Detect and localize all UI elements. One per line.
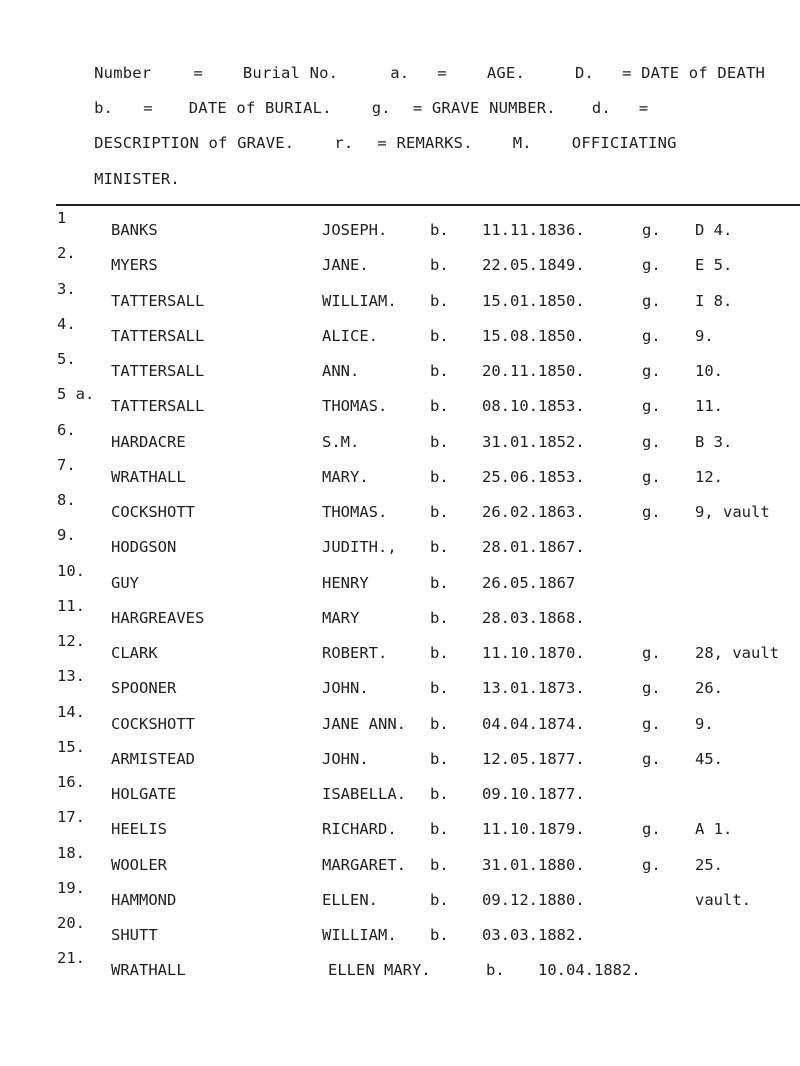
legend-term: M.: [512, 134, 532, 152]
legend-def: = GRAVE NUMBER.: [412, 99, 556, 117]
surname: HAMMOND: [111, 890, 177, 909]
grave-marker: g.: [642, 432, 661, 451]
burial-number: 16.: [57, 773, 85, 791]
burial-marker: b.: [430, 573, 449, 592]
forename: THOMAS.: [322, 503, 388, 521]
burial-date: 11.10.1879.: [482, 820, 585, 839]
burial-number: 11.: [57, 596, 85, 615]
burial-number: 4.: [57, 314, 76, 333]
grave-number: 45.: [695, 749, 723, 768]
grave-marker: g.: [642, 362, 661, 380]
surname: MYERS: [111, 256, 158, 275]
burial-marker: b.: [430, 855, 449, 874]
surname: CLARK: [111, 644, 158, 662]
forename: ISABELLA.: [322, 785, 406, 803]
burial-date: 22.05.1849.: [482, 256, 585, 275]
grave-number: A 1.: [695, 820, 733, 839]
grave-marker: g.: [642, 644, 661, 662]
surname: ARMISTEAD: [111, 749, 195, 768]
forename: JOHN.: [322, 679, 369, 698]
burial-marker: b.: [430, 503, 449, 521]
legend-line-4: [56, 152, 180, 206]
surname: HODGSON: [111, 538, 177, 557]
burial-date: 08.10.1853.: [482, 397, 585, 416]
burial-date: 03.03.1882.: [482, 926, 585, 944]
surname: HOLGATE: [111, 785, 177, 803]
grave-number: E 5.: [695, 256, 733, 275]
surname: TATTERSALL: [111, 291, 205, 310]
grave-marker: g.: [642, 503, 661, 521]
burial-marker: b.: [430, 256, 449, 275]
legend-def: AGE.: [486, 64, 525, 82]
surname: HARGREAVES: [111, 608, 205, 627]
burial-number: 20.: [57, 914, 85, 932]
burial-date: 15.01.1850.: [482, 291, 585, 310]
burial-date: 10.04.1882.: [538, 961, 641, 980]
burial-marker: b.: [430, 644, 449, 662]
grave-number: 9.: [695, 326, 714, 345]
legend-term: r.: [334, 134, 354, 152]
burial-date: 13.01.1873.: [482, 679, 585, 698]
legend-eq: =: [437, 64, 447, 82]
burial-marker: b.: [486, 961, 505, 980]
grave-number: 11.: [695, 397, 723, 416]
burial-number: 9.: [57, 526, 76, 545]
surname: TATTERSALL: [111, 397, 205, 416]
burial-number: 18.: [57, 843, 85, 862]
legend-term: b.: [94, 99, 114, 117]
grave-marker: g.: [642, 679, 661, 698]
burial-marker: b.: [430, 820, 449, 839]
burial-date: 26.02.1863.: [482, 503, 585, 521]
burial-marker: b.: [430, 397, 449, 416]
burial-marker: b.: [430, 679, 449, 698]
burial-date: 28.03.1868.: [482, 608, 585, 627]
grave-marker: g.: [642, 714, 661, 733]
grave-number: D 4.: [695, 221, 733, 239]
burial-marker: b.: [430, 291, 449, 310]
surname: SHUTT: [111, 926, 158, 944]
forename: ELLEN.: [322, 890, 378, 909]
grave-marker: g.: [642, 256, 661, 275]
forename: ROBERT.: [322, 644, 388, 662]
burial-number: 21.: [57, 949, 85, 968]
forename: MARY: [322, 608, 360, 627]
forename: HENRY: [322, 573, 369, 592]
burial-marker: b.: [430, 538, 449, 557]
forename: WILLIAM.: [322, 926, 397, 944]
surname: HARDACRE: [111, 432, 186, 451]
burial-number: 5.: [57, 350, 76, 368]
legend-def: OFFICIATING: [571, 134, 677, 152]
forename: S.M.: [322, 432, 360, 451]
forename: MARY.: [322, 467, 369, 486]
burial-number: 2.: [57, 244, 76, 263]
forename: MARGARET.: [322, 855, 406, 874]
burial-number: 3.: [57, 279, 76, 298]
grave-marker: g.: [642, 326, 661, 345]
grave-number: 12.: [695, 467, 723, 486]
burial-date: 12.05.1877.: [482, 749, 585, 768]
burial-marker: b.: [430, 432, 449, 451]
legend-def: = DATE of DEATH: [622, 64, 766, 82]
forename: JANE ANN.: [322, 714, 406, 733]
legend-term: Number: [94, 64, 152, 82]
grave-marker: g.: [642, 855, 661, 874]
legend-def: Burial No.: [242, 64, 339, 82]
forename: JOHN.: [322, 749, 369, 768]
burial-marker: b.: [430, 221, 449, 239]
burial-marker: b.: [430, 714, 449, 733]
legend-term: d.: [591, 99, 611, 117]
forename: JUDITH.,: [322, 538, 397, 557]
grave-number: 9.: [695, 714, 714, 733]
burial-date: 15.08.1850.: [482, 326, 585, 345]
burial-number: 14.: [57, 702, 85, 721]
legend-term: a.: [390, 64, 410, 82]
burial-date: 11.11.1836.: [482, 221, 585, 239]
legend-def: = REMARKS.: [377, 134, 473, 152]
burial-date: 11.10.1870.: [482, 644, 585, 662]
grave-marker: g.: [642, 221, 661, 239]
table-rule: [56, 204, 800, 206]
grave-number: 10.: [695, 362, 723, 380]
burial-date: 09.12.1880.: [482, 890, 585, 909]
forename: JOSEPH.: [322, 221, 388, 239]
burial-date: 31.01.1880.: [482, 855, 585, 874]
grave-marker: g.: [642, 397, 661, 416]
forename: ALICE.: [322, 326, 378, 345]
surname: COCKSHOTT: [111, 714, 195, 733]
surname: BANKS: [111, 221, 158, 239]
legend-def: MINISTER.: [94, 170, 180, 188]
burial-marker: b.: [430, 608, 449, 627]
grave-number: 25.: [695, 855, 723, 874]
burial-marker: b.: [430, 926, 449, 944]
grave-number: 9, vault: [695, 503, 770, 521]
legend-eq: =: [638, 99, 649, 117]
burial-number: 12.: [57, 632, 85, 650]
burial-marker: b.: [430, 326, 449, 345]
legend-eq: =: [143, 99, 153, 117]
surname: COCKSHOTT: [111, 503, 195, 521]
surname: TATTERSALL: [111, 326, 205, 345]
surname: WOOLER: [111, 855, 167, 874]
forename: JANE.: [322, 256, 369, 275]
burial-number: 17.: [57, 808, 85, 827]
burial-marker: b.: [430, 785, 449, 803]
burial-number: 6.: [57, 420, 76, 439]
grave-marker: g.: [642, 291, 661, 310]
legend-term: D.: [574, 64, 595, 82]
burial-marker: b.: [430, 362, 449, 380]
legend-def: DESCRIPTION of GRAVE.: [94, 134, 295, 152]
burial-date: 26.05.1867: [482, 573, 576, 592]
forename: RICHARD.: [322, 820, 397, 839]
burial-date: 31.01.1852.: [482, 432, 585, 451]
burial-date: 09.10.1877.: [482, 785, 585, 803]
burial-number: 5 a.: [57, 385, 95, 404]
burial-marker: b.: [430, 749, 449, 768]
surname: GUY: [111, 573, 139, 592]
forename: WILLIAM.: [322, 291, 397, 310]
burial-number: 10.: [57, 561, 85, 580]
grave-number: B 3.: [695, 432, 733, 451]
legend-eq: =: [193, 64, 203, 82]
legend-def: DATE of BURIAL.: [188, 99, 332, 117]
burial-number: 7.: [57, 455, 76, 474]
burial-marker: b.: [430, 890, 449, 909]
burial-number: 15.: [57, 737, 85, 756]
grave-number: I 8.: [695, 291, 733, 310]
grave-marker: g.: [642, 749, 661, 768]
legend-term: g.: [371, 99, 391, 117]
grave-number: vault.: [695, 890, 751, 909]
burial-marker: b.: [430, 467, 449, 486]
burial-number: 8.: [57, 491, 76, 509]
burial-number: 1: [57, 209, 67, 227]
surname: WRATHALL: [111, 467, 186, 486]
grave-marker: g.: [642, 820, 661, 839]
grave-marker: g.: [642, 467, 661, 486]
burial-date: 04.04.1874.: [482, 714, 585, 733]
forename: ELLEN MARY.: [328, 961, 431, 980]
surname: WRATHALL: [111, 961, 186, 980]
burial-number: 19.: [57, 878, 85, 897]
surname: TATTERSALL: [111, 362, 205, 380]
grave-number: 28, vault: [695, 644, 779, 662]
burial-date: 28.01.1867.: [482, 538, 585, 557]
burial-date: 20.11.1850.: [482, 362, 585, 380]
burial-date: 25.06.1853.: [482, 467, 585, 486]
surname: HEELIS: [111, 820, 167, 839]
burial-number: 13.: [57, 667, 85, 686]
forename: ANN.: [322, 362, 360, 380]
forename: THOMAS.: [322, 397, 388, 416]
grave-number: 26.: [695, 679, 723, 698]
surname: SPOONER: [111, 679, 177, 698]
